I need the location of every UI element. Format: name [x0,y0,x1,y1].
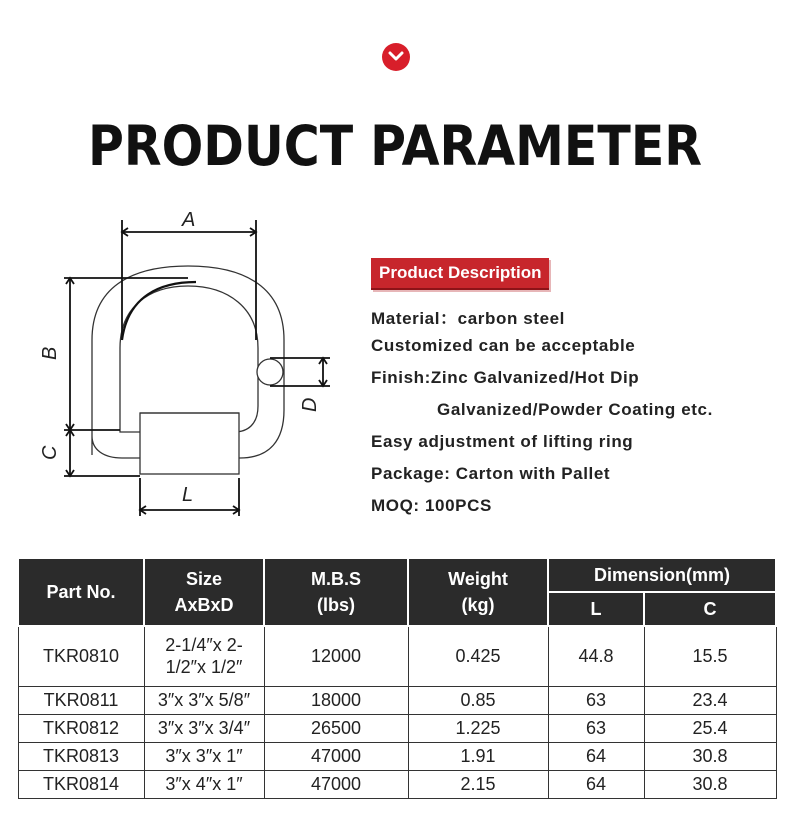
label-c: C [39,445,61,460]
cell-mbs: 47000 [264,742,408,770]
cell-mbs: 12000 [264,626,408,686]
header-mbs-line2: (lbs) [317,595,355,615]
cell-l: 63 [548,686,644,714]
cell-size: 3″x 4″x 1″ [144,770,264,798]
header-size-line2: AxBxD [174,595,234,615]
cell-c: 15.5 [644,626,776,686]
header-weight-line1: Weight [448,569,508,589]
desc-material: Material：carbon steel [371,309,565,328]
label-a: A [182,209,196,231]
cell-weight: 1.225 [408,714,548,742]
cell-mbs: 18000 [264,686,408,714]
header-mbs [264,558,408,626]
header-weight-line2: (kg) [461,595,495,615]
cell-size [144,626,264,686]
cell-part: TKR0814 [18,770,144,798]
cell-weight: 0.85 [408,686,548,714]
cell-l: 64 [548,742,644,770]
desc-finish-cont: Galvanized/Powder Coating etc. [437,400,713,419]
table-row [18,714,776,742]
cell-size: 3″x 3″x 3/4″ [144,714,264,742]
cell-l: 44.8 [548,626,644,686]
cell-size: 3″x 3″x 1″ [144,742,264,770]
cell-weight: 2.15 [408,770,548,798]
cell-mbs: 26500 [264,714,408,742]
cell-c: 23.4 [644,686,776,714]
chevron-down-icon [382,43,410,71]
cell-part: TKR0810 [18,626,144,686]
header-mbs-line1: M.B.S [310,569,361,589]
page-title: PRODUCT PARAMETER [87,114,703,179]
label-d: D [299,397,321,412]
label-l: L [182,484,194,506]
desc-customized: Customized can be acceptable [371,336,636,355]
cell-c: 25.4 [644,714,776,742]
product-description-badge: Product Description [371,258,549,290]
desc-moq: MOQ: 100PCS [371,496,492,515]
header-c: C [644,592,776,626]
cell-c: 30.8 [644,742,776,770]
desc-package: Package: Carton with Pallet [371,464,611,483]
cell-weight: 1.91 [408,742,548,770]
cell-weight: 0.425 [408,626,548,686]
desc-finish: Finish:Zinc Galvanized/Hot Dip [371,368,640,387]
table-row [18,686,776,714]
table-row [18,742,776,770]
cell-part: TKR0813 [18,742,144,770]
header-weight [408,558,548,626]
header-part-no: Part No. [18,558,144,626]
cell-mbs: 47000 [264,770,408,798]
d-ring-diagram [20,200,340,530]
parameter-table [17,557,777,799]
cell-l: 64 [548,770,644,798]
header-dimension: Dimension(mm) [548,558,776,592]
cell-size-line2: 1/2″x 1/2″ [165,657,243,678]
table-row [18,770,776,798]
label-b: B [39,346,61,360]
cell-size-line1: 2-1/4″x 2- [165,635,243,656]
table-row [18,626,776,686]
cell-part: TKR0812 [18,714,144,742]
cell-l: 63 [548,714,644,742]
header-l: L [548,592,644,626]
cell-size: 3″x 3″x 5/8″ [144,686,264,714]
cell-c: 30.8 [644,770,776,798]
header-size [144,558,264,626]
header-size-line1: Size [185,569,223,589]
desc-adjustment: Easy adjustment of lifting ring [371,432,634,451]
cell-part: TKR0811 [18,686,144,714]
